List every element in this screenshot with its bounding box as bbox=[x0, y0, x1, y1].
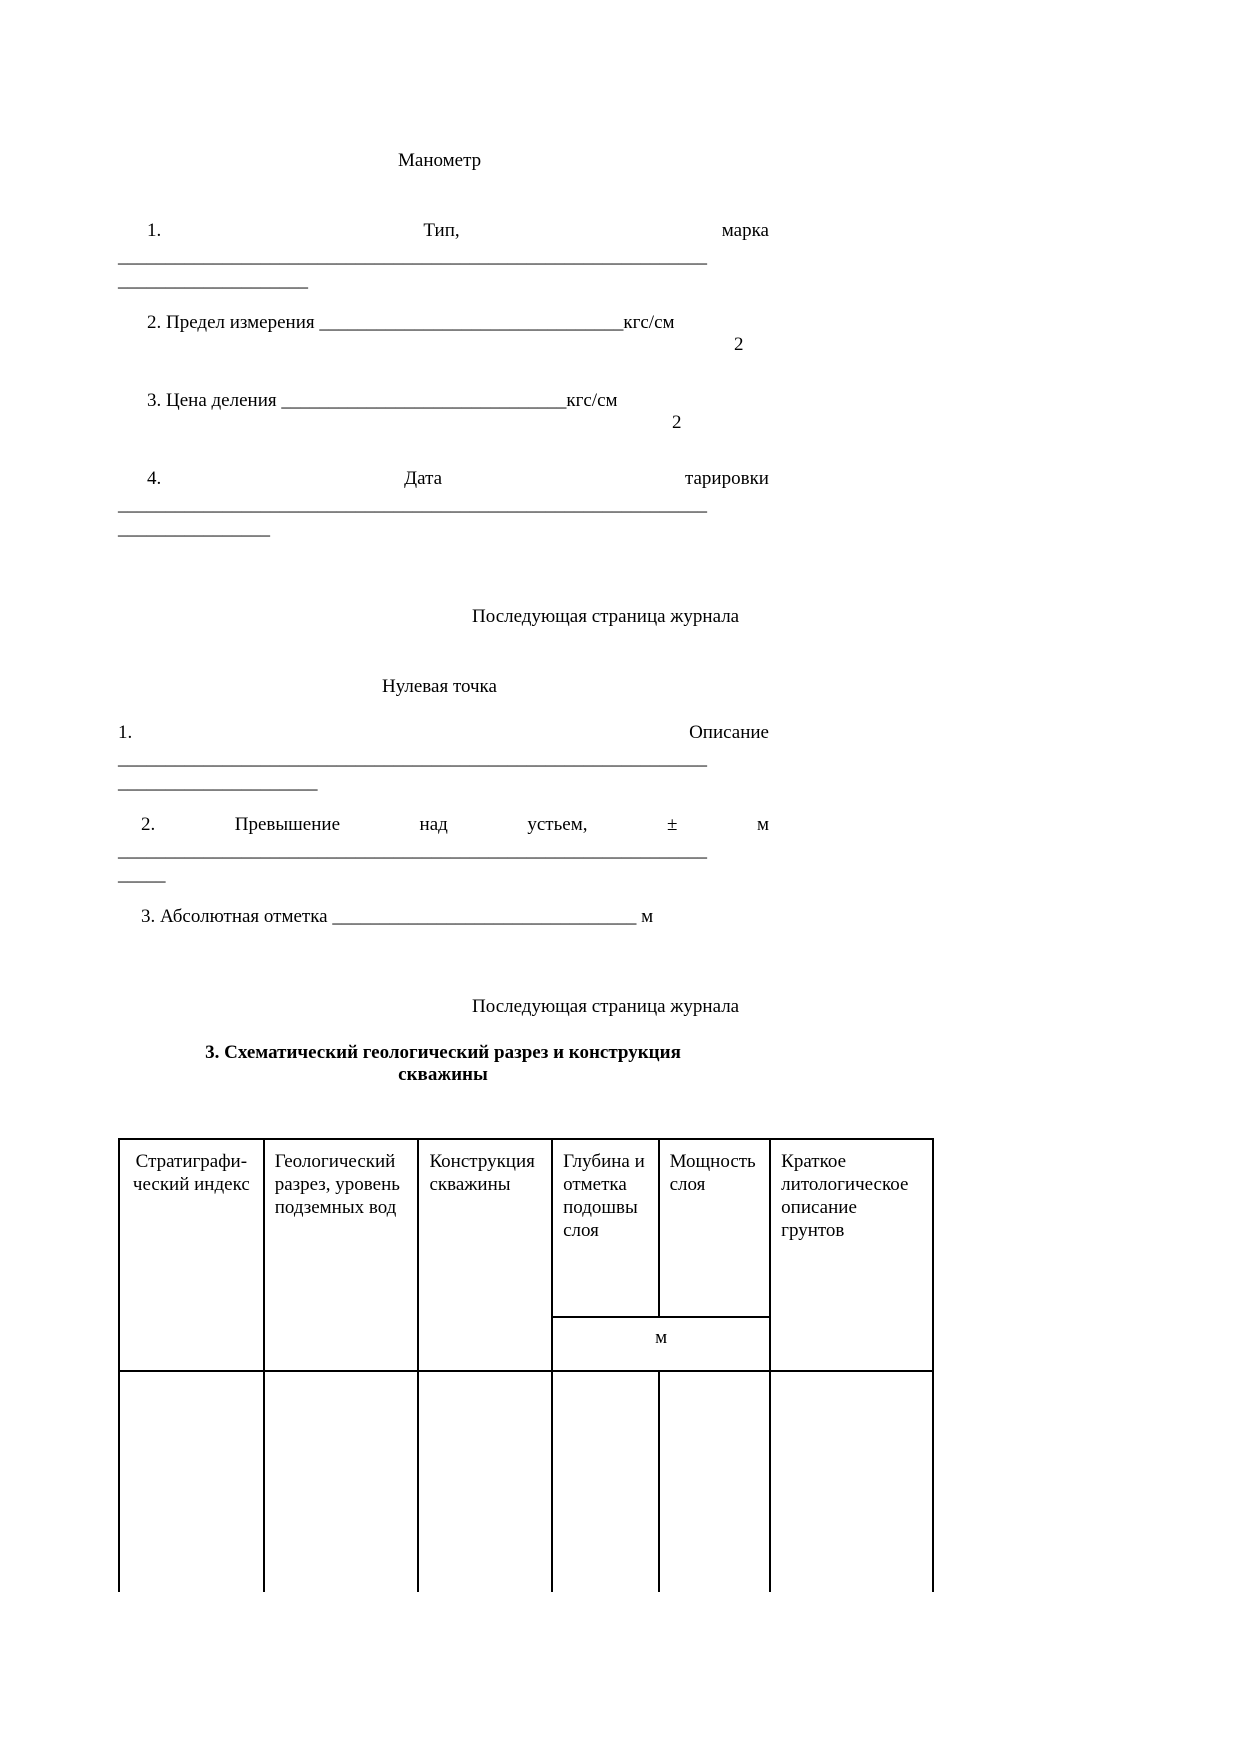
item-number: 1. bbox=[118, 722, 133, 743]
item-word: м bbox=[756, 814, 769, 835]
section-title-line-2: скважины bbox=[398, 1064, 488, 1085]
item-word: над bbox=[419, 814, 448, 835]
table-cell[interactable] bbox=[659, 1371, 771, 1592]
header-geological-section: Геологический разрез, уровень подземных вод bbox=[264, 1139, 419, 1371]
fill-line[interactable]: _____________________ bbox=[118, 772, 318, 793]
fill-line[interactable]: ______________________________________________________________ bbox=[118, 246, 707, 267]
superscript: 2 bbox=[672, 412, 682, 433]
fill-line[interactable]: ________________ bbox=[118, 518, 270, 539]
header-layer-thickness: Мощность слоя bbox=[659, 1139, 771, 1317]
header-stratigraphic-index: Стратиграфи-ческий индекс bbox=[119, 1139, 264, 1371]
fill-line[interactable]: _____ bbox=[118, 864, 166, 885]
table-cell[interactable] bbox=[418, 1371, 552, 1592]
header-well-construction: Конструкция скважины bbox=[418, 1139, 552, 1371]
superscript: 2 bbox=[734, 334, 744, 355]
manometer-title: Манометр bbox=[398, 150, 482, 171]
manometer-item-3[interactable]: 3. Цена деления ______________________________кгс/см bbox=[147, 390, 618, 411]
table-header-row bbox=[119, 1139, 933, 1317]
item-word: марка bbox=[721, 220, 769, 241]
manometer-item-1 bbox=[147, 220, 769, 242]
table-cell[interactable] bbox=[770, 1371, 933, 1592]
zero-point-item-3[interactable]: 3. Абсолютная отметка ________________________________ м bbox=[141, 906, 654, 927]
manometer-item-2[interactable]: 2. Предел измерения ________________________________кгс/см bbox=[147, 312, 675, 333]
item-word: ± bbox=[667, 814, 678, 835]
zero-point-item-2 bbox=[141, 814, 769, 836]
item-word: Описание bbox=[689, 722, 769, 743]
header-depth: Глубина и отметка подошвы слоя bbox=[552, 1139, 659, 1317]
table-cell[interactable] bbox=[264, 1371, 419, 1592]
item-number: 4. bbox=[147, 468, 162, 489]
item-word: устьем, bbox=[527, 814, 588, 835]
table-cell[interactable] bbox=[119, 1371, 264, 1592]
next-page-caption: Последующая страница журнала bbox=[472, 606, 740, 627]
header-lithology-description: Краткое литологическое описание грунтов bbox=[770, 1139, 933, 1371]
fill-line[interactable]: ______________________________________________________________ bbox=[118, 748, 707, 769]
unit-cell: м bbox=[552, 1317, 770, 1371]
next-page-caption: Последующая страница журнала bbox=[472, 996, 740, 1017]
table-cell[interactable] bbox=[552, 1371, 659, 1592]
item-word: тарировки bbox=[684, 468, 769, 489]
geology-table bbox=[118, 1138, 934, 1592]
fill-line[interactable]: ______________________________________________________________ bbox=[118, 494, 707, 515]
item-word: Тип, bbox=[423, 220, 460, 241]
zero-point-title: Нулевая точка bbox=[382, 676, 497, 697]
item-number: 2. bbox=[141, 814, 156, 835]
item-word: Превышение bbox=[234, 814, 341, 835]
item-number: 1. bbox=[147, 220, 162, 241]
manometer-item-4 bbox=[147, 468, 769, 490]
item-word: Дата bbox=[404, 468, 443, 489]
zero-point-item-1 bbox=[118, 722, 769, 744]
section-title-line-1: 3. Схематический геологический разрез и конструкция bbox=[205, 1042, 681, 1063]
fill-line[interactable]: ____________________ bbox=[118, 270, 308, 291]
table-row bbox=[119, 1371, 933, 1592]
fill-line[interactable]: ______________________________________________________________ bbox=[118, 840, 707, 861]
